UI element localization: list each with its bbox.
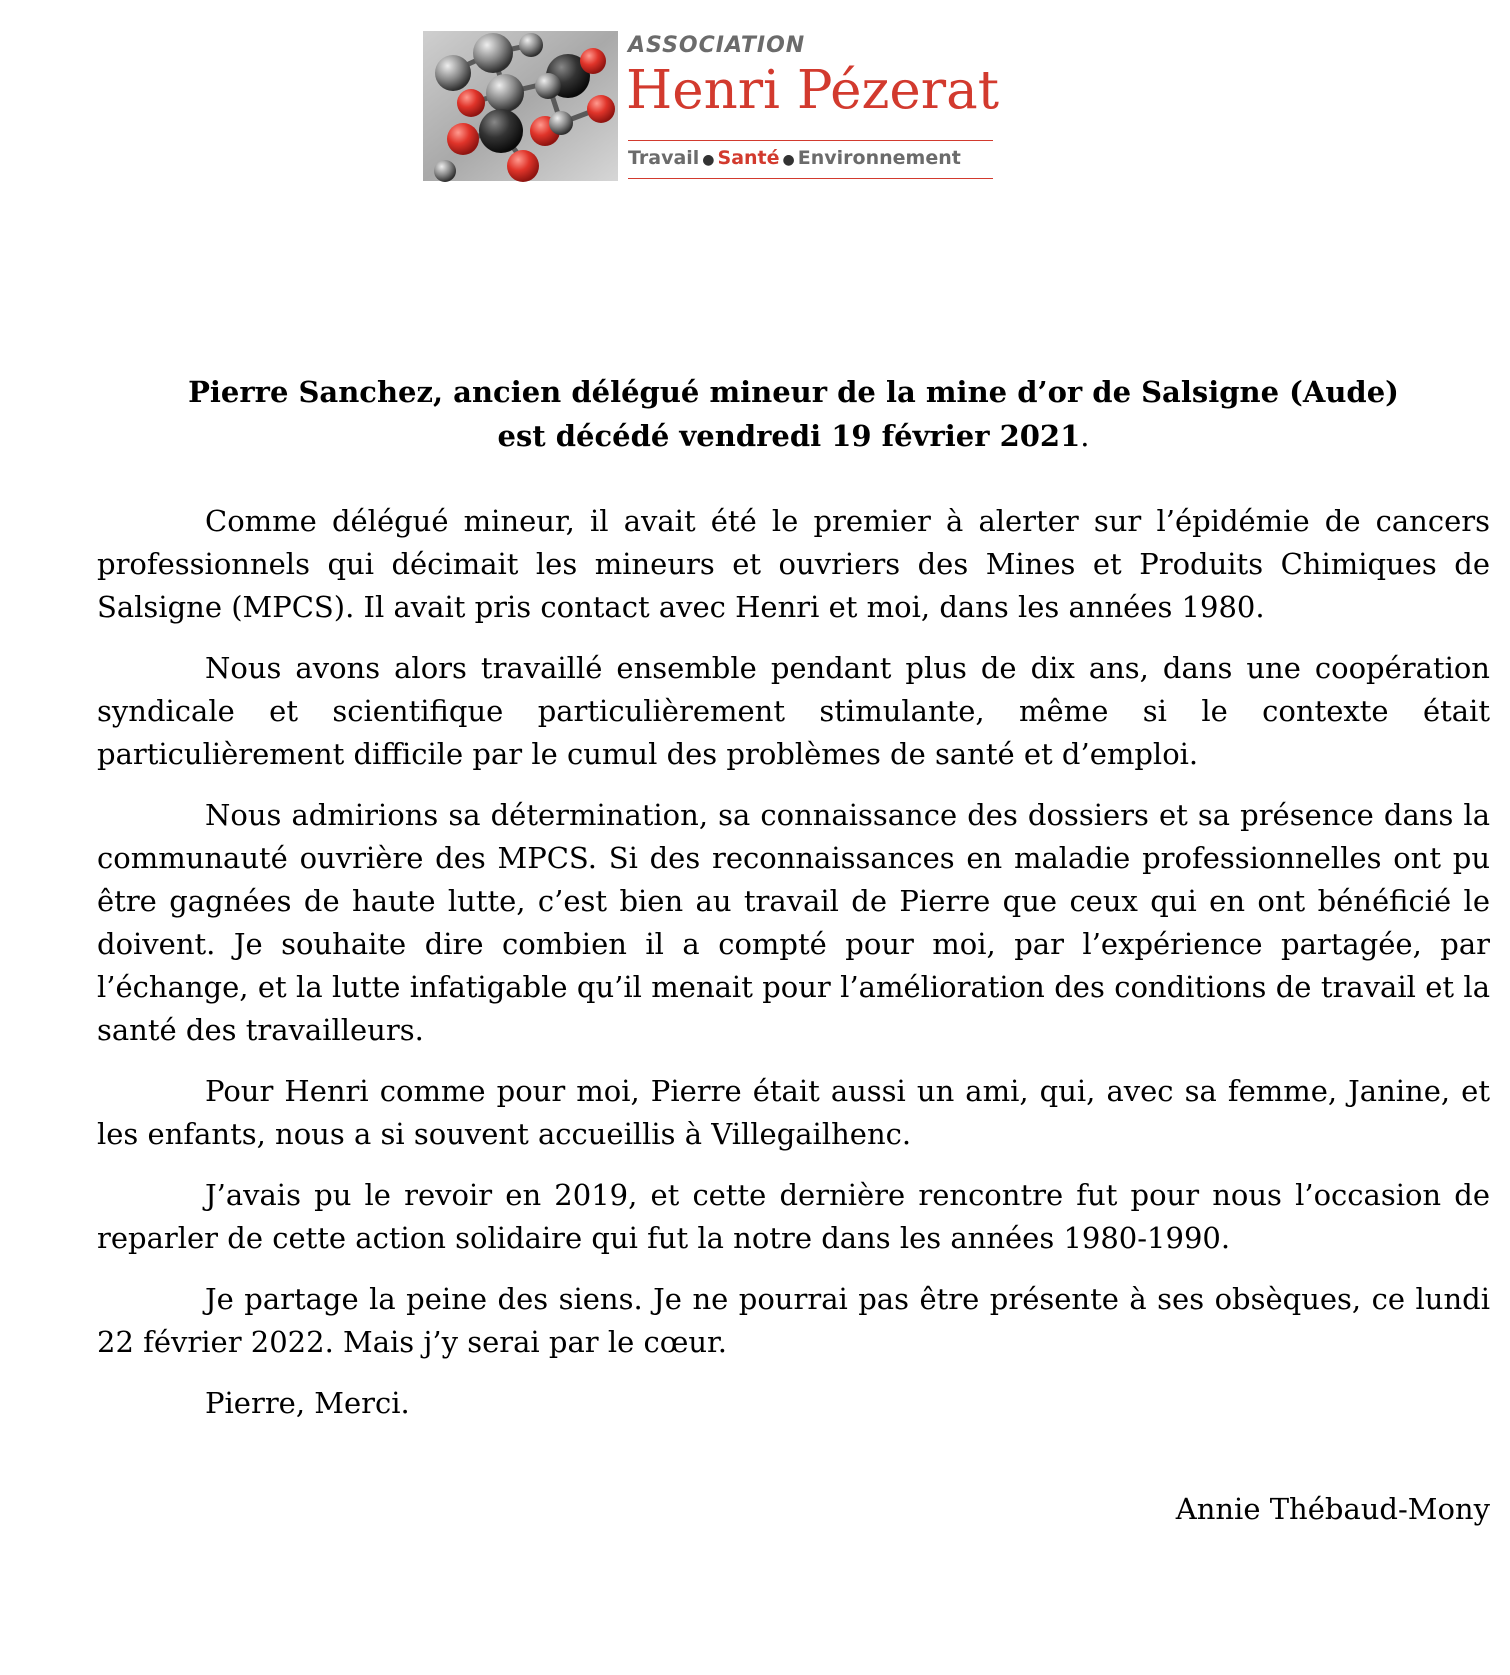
tagline-environnement: Environnement bbox=[797, 147, 961, 169]
paragraph: Pour Henri comme pour moi, Pierre était aussi un ami, qui, avec sa femme, Janine, et les enfants, nous a si souvent accueillis à Villegailhenc. bbox=[97, 1074, 1490, 1151]
logo-association-text: ASSOCIATION bbox=[628, 33, 806, 58]
page-title bbox=[97, 370, 1490, 458]
molecule-logo-icon bbox=[423, 31, 618, 193]
closing-line: Pierre, Merci. bbox=[205, 1386, 410, 1420]
logo-divider bbox=[628, 140, 993, 141]
tagline-travail: Travail bbox=[628, 147, 700, 169]
letter-body bbox=[97, 500, 1490, 1443]
paragraph: Comme délégué mineur, il avait été le premier à alerter sur l’épidémie de cancers professionnels qui décimait les mineurs et ouvriers des Mines et Produits Chimiques de Salsigne (MPCS). Il avait pris contact avec Henri et moi, dans les années 1980. bbox=[97, 504, 1490, 624]
logo-divider-bottom bbox=[628, 178, 993, 179]
association-logo bbox=[423, 31, 1000, 193]
paragraph: Nous avons alors travaillé ensemble pendant plus de dix ans, dans une coopération syndicale et scientifique particulièrement stimulante, même si le contexte était particulièrement difficile par le cumul des problèmes de santé et d’emploi. bbox=[97, 651, 1490, 771]
paragraph: J’avais pu le revoir en 2019, et cette dernière rencontre fut pour nous l’occasion de reparler de cette action solidaire qui fut la notre dans les années 1980-1990. bbox=[97, 1178, 1490, 1255]
signature: Annie Thébaud-Mony bbox=[1175, 1492, 1490, 1526]
tagline-sante: Santé bbox=[717, 147, 780, 169]
paragraph: Nous admirions sa détermination, sa connaissance des dossiers et sa présence dans la communauté ouvrière des MPCS. Si des reconnaissances en maladie professionnelles ont pu être gagnées de haute lutte, c’est bien au travail de Pierre que ceux qui en ont bénéficié le doivent. Je souhaite dire combien il a compté pour moi, par l’expérience partagée, par l’échange, et la lutte infatigable qu’il menait pour l’amélioration des conditions de travail et la santé des travailleurs. bbox=[97, 798, 1490, 1047]
logo-name-text: Henri Pézerat bbox=[626, 60, 1000, 121]
bullet-dot-icon: ● bbox=[782, 152, 795, 168]
title-period: . bbox=[1080, 419, 1090, 453]
title-line-1: Pierre Sanchez, ancien délégué mineur de la mine d’or de Salsigne (Aude) bbox=[188, 375, 1399, 409]
bullet-dot-icon: ● bbox=[702, 152, 715, 168]
logo-tagline bbox=[628, 147, 961, 169]
title-line-2 bbox=[97, 414, 1490, 458]
title-line-2-text: est décédé vendredi 19 février 2021 bbox=[497, 419, 1081, 453]
paragraph: Je partage la peine des siens. Je ne pourrai pas être présente à ses obsèques, ce lundi 22 février 2022. Mais j’y serai par le cœur. bbox=[97, 1282, 1490, 1359]
